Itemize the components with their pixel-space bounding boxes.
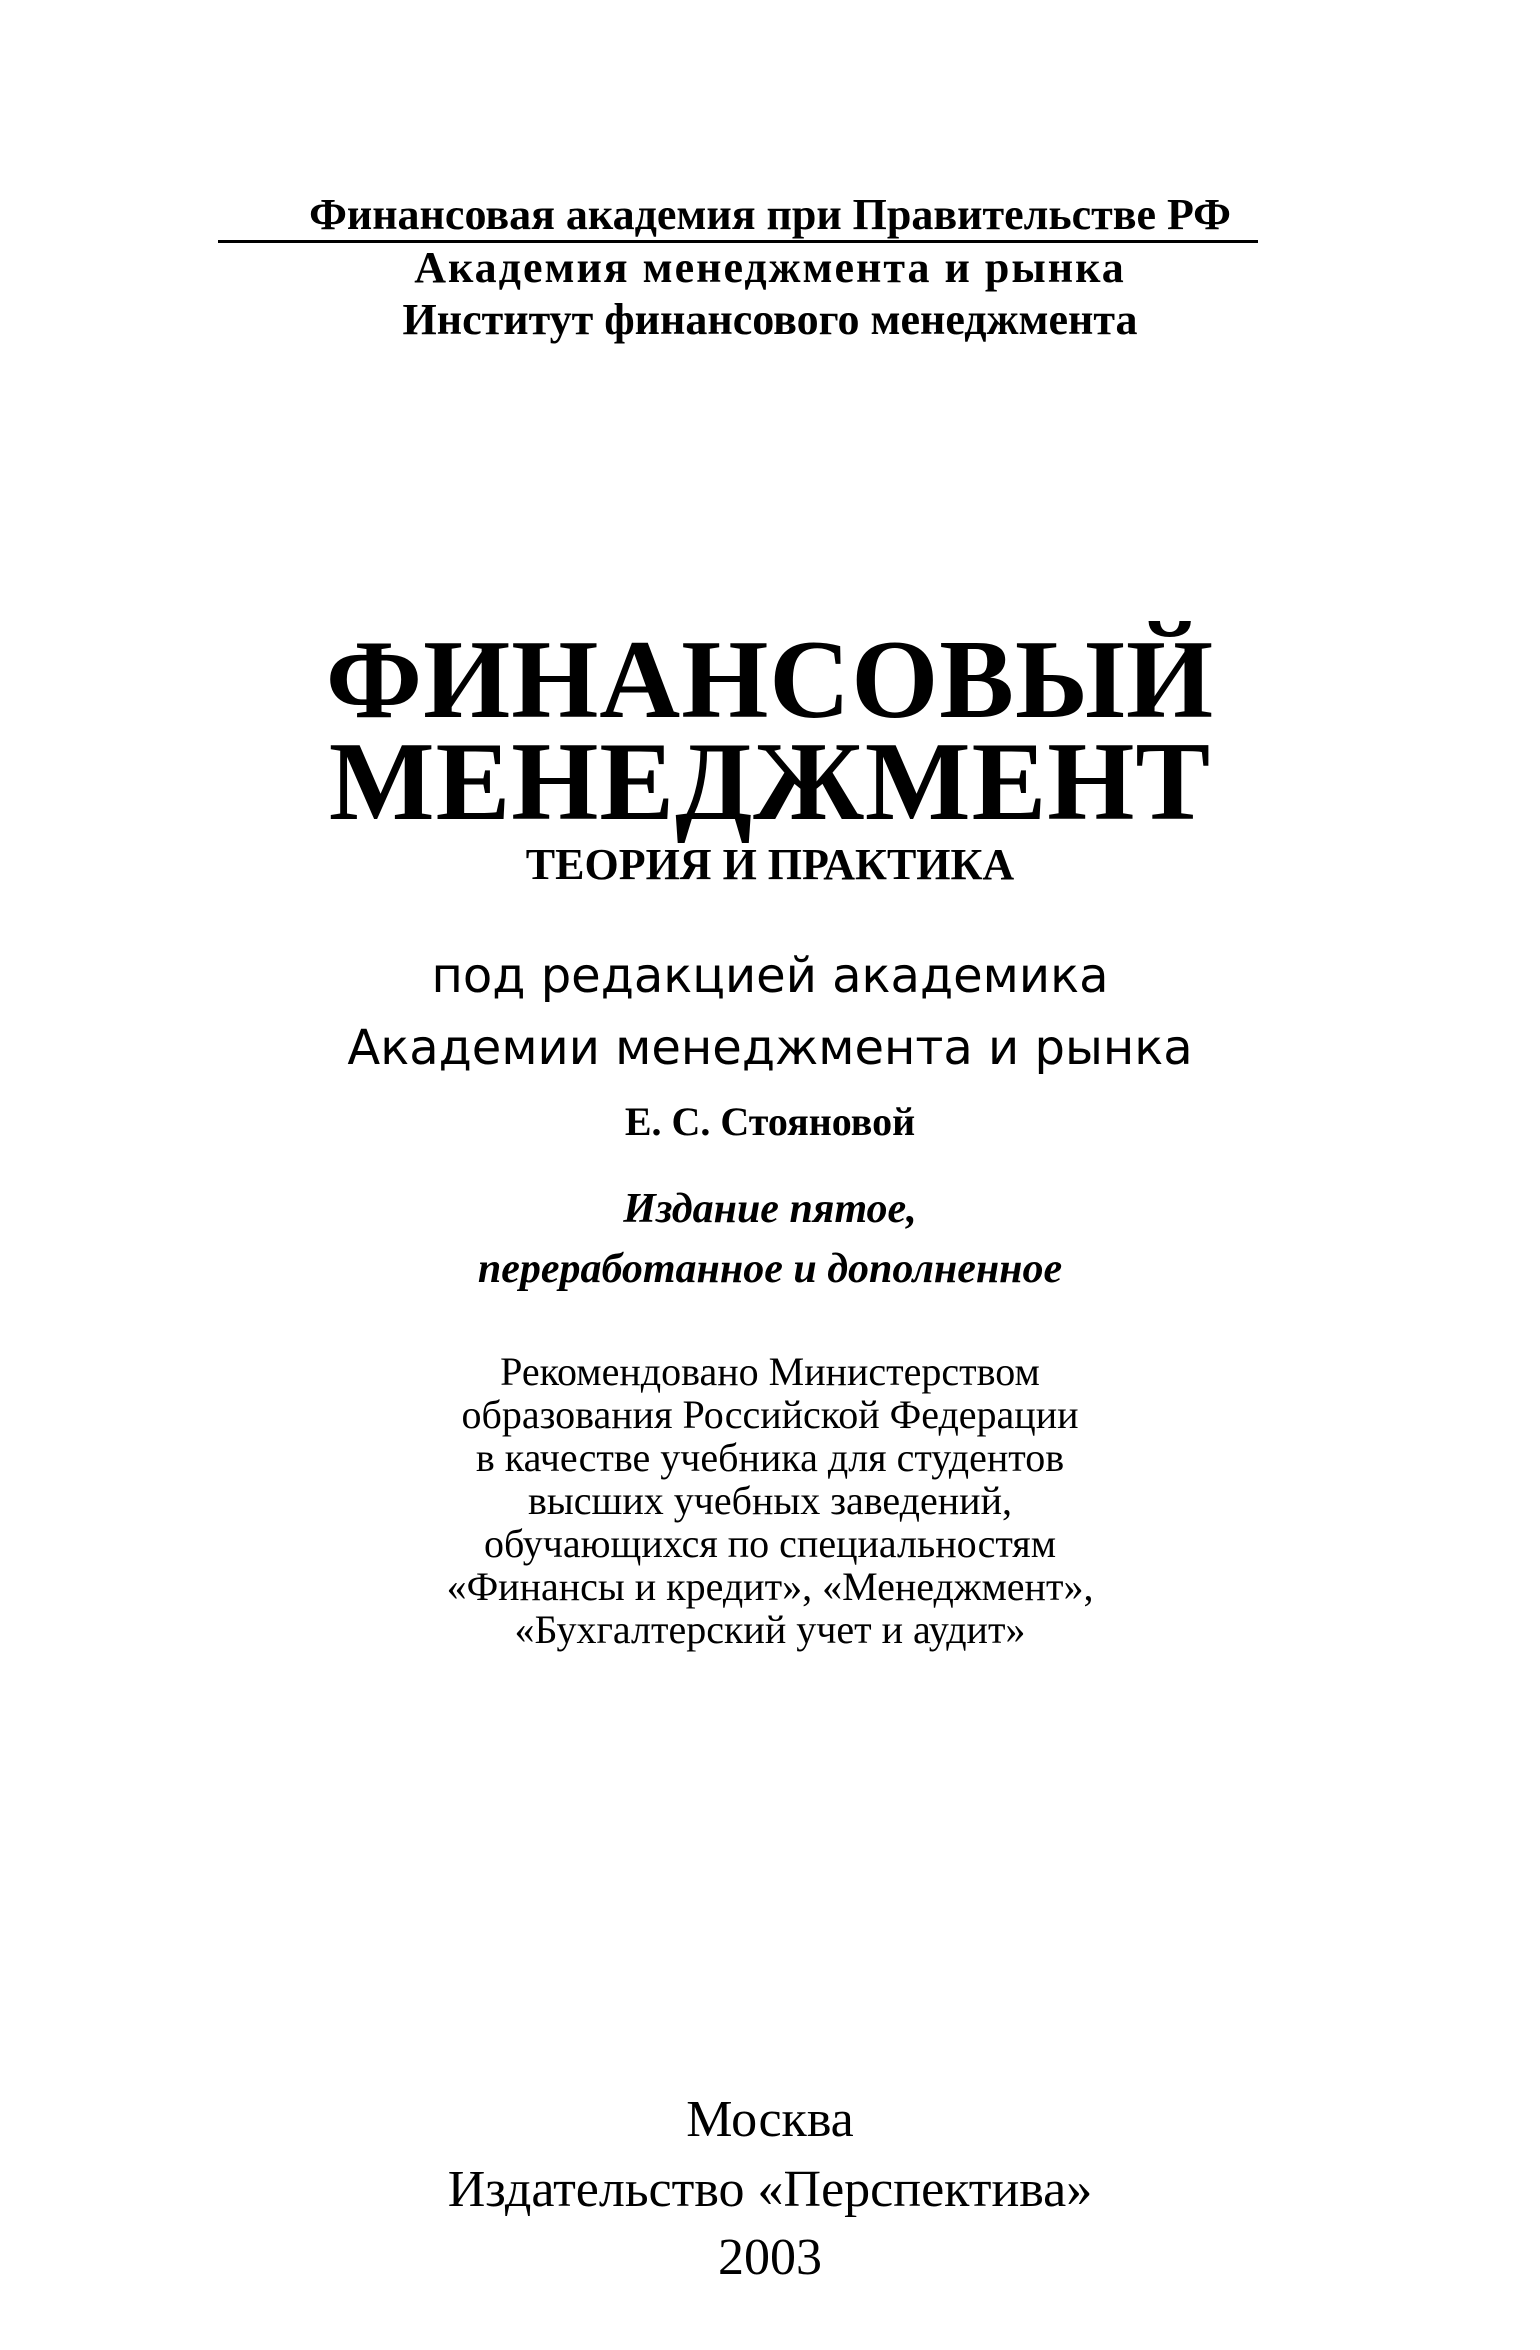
recommendation-line: высших учебных заведений, [528, 1478, 1012, 1523]
book-title-line-2: МЕНЕДЖМЕНТ [328, 720, 1212, 844]
organization-line-1: Финансовая академия при Правительстве РФ [309, 190, 1231, 239]
editor-line-1: под редакцией академика [431, 948, 1109, 1004]
organization-line-2: Академия менеджмента и рынка [414, 243, 1126, 292]
imprint-publisher: Издательство «Перспектива» [447, 2161, 1093, 2218]
recommendation-line: в качестве учебника для студентов [475, 1435, 1065, 1480]
recommendation-line: Рекомендовано Министерством [500, 1349, 1040, 1394]
edition-line-2: переработанное и дополненное [477, 1246, 1063, 1292]
recommendation-line: «Бухгалтерский учет и аудит» [514, 1607, 1026, 1652]
editor-name: Е. С. Стояновой [624, 1099, 916, 1144]
recommendation-line: образования Российской Федерации [461, 1392, 1079, 1437]
imprint-city: Москва [686, 2091, 854, 2148]
book-subtitle: ТЕОРИЯ И ПРАКТИКА [525, 840, 1015, 889]
book-title-line-1: ФИНАНСОВЫЙ [325, 618, 1215, 742]
recommendation-line: обучающихся по специальностям [483, 1521, 1057, 1566]
edition-line-1: Издание пятое, [623, 1186, 917, 1232]
organization-line-3: Институт финансового менеджмента [402, 295, 1138, 344]
recommendation-line: «Финансы и кредит», «Менеджмент», [446, 1564, 1094, 1609]
imprint-year: 2003 [718, 2229, 822, 2286]
editor-line-2: Академии менеджмента и рынка [347, 1020, 1193, 1076]
